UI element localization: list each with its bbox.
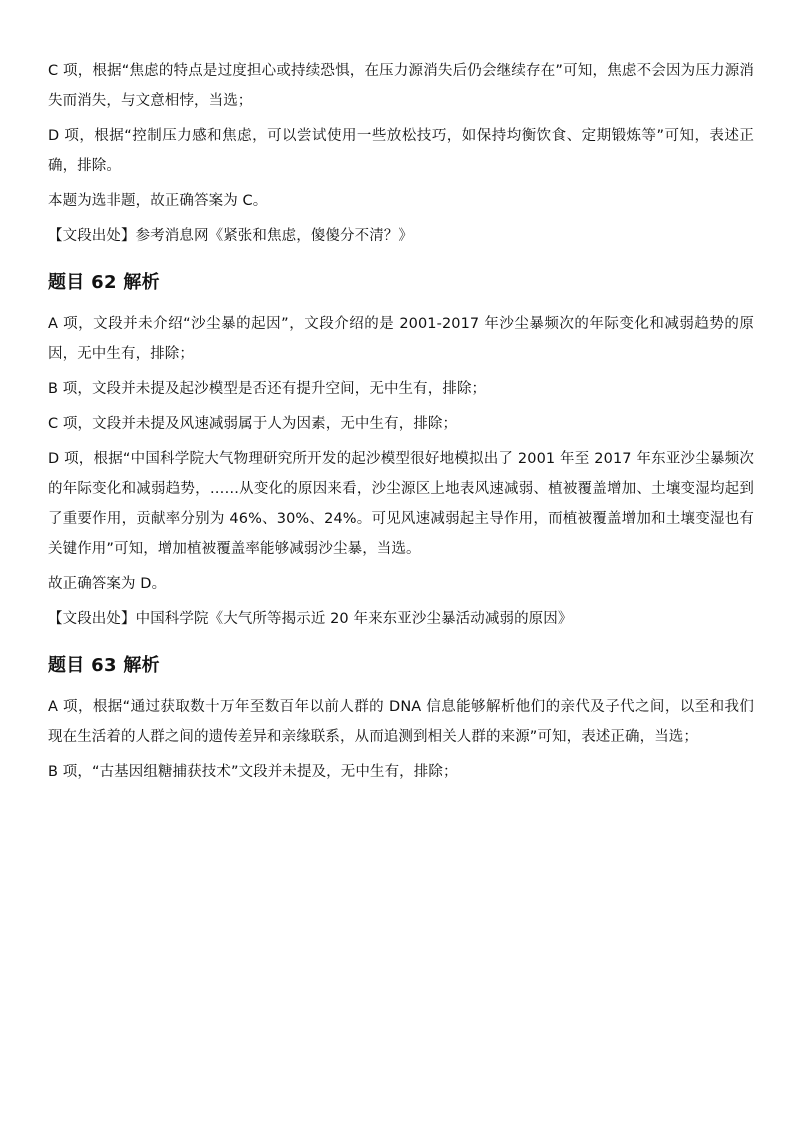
analysis-62-option-c: C 项，文段并未提及风速减弱属于人为因素，无中生有，排除； xyxy=(48,416,458,432)
analysis-63-option-a: A 项，根据“通过获取数十万年至数百年以前人群的 DNA 信息能够解析他们的亲代及子代之间，以至和我们现在生活着的人群之间的遗传差异和亲缘联系，从而追测到相关人群的来源”可知，表述正确，当选； xyxy=(48,699,754,745)
analysis-63-option-b: B 项，“古基因组糖捕获技术”文段并未提及，无中生有，排除； xyxy=(48,764,458,780)
analysis-62-source: 【文段出处】中国科学院《大气所等揭示近 20 年来东亚沙尘暴活动减弱的原因》 xyxy=(48,611,573,627)
analysis-62-option-a: A 项，文段并未介绍“沙尘暴的起因”，文段介绍的是 2001-2017 年沙尘暴频次的年际变化和减弱趋势的原因，无中生有，排除； xyxy=(48,316,754,362)
question-63-heading: 题目 63 解析 xyxy=(48,655,160,676)
analysis-62-option-d: D 项，根据“中国科学院大气物理研究所开发的起沙模型很好地模拟出了 2001 年至 2017 年东亚沙尘暴频次的年际变化和减弱趋势，……从变化的原因来看，沙尘源区上地表风速减弱、植被覆盖增加、土壤变湿均起到了重要作用，贡献率分别为 46%、30%、24%。可见风速减弱起主导作用，而植被覆盖增加和土壤变湿也有关键作用”可知，增加植被覆盖率能够减弱沙尘暴，当选。 xyxy=(48,451,754,557)
analysis-62-option-b: B 项，文段并未提及起沙模型是否还有提升空间，无中生有，排除； xyxy=(48,381,487,397)
analysis-61-option-d: D 项，根据“控制压力感和焦虑，可以尝试使用一些放松技巧，如保持均衡饮食、定期锻炼等”可知，表述正确，排除。 xyxy=(48,128,754,174)
document-content xyxy=(48,56,754,792)
analysis-61-conclusion: 本题为选非题，故正确答案为 C。 xyxy=(48,193,268,209)
analysis-61-source: 【文段出处】参考消息网《紧张和焦虑，傻傻分不清？》 xyxy=(48,228,413,244)
question-62-heading: 题目 62 解析 xyxy=(48,272,160,293)
analysis-62-conclusion: 故正确答案为 D。 xyxy=(48,576,167,592)
analysis-61-option-c: C 项，根据“焦虑的特点是过度担心或持续恐惧，在压力源消失后仍会继续存在”可知，焦虑不会因为压力源消失而消失，与文意相悖，当选； xyxy=(48,63,754,109)
